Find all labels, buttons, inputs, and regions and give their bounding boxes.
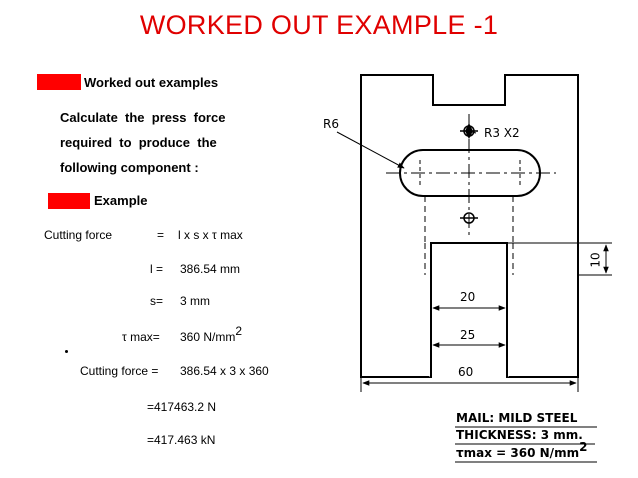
thickness-label: s= [150,294,164,308]
note-tau-exponent: 2 [579,440,588,454]
note-thickness: THICKNESS: 3 mm. [456,428,583,442]
cutting-force-label: Cutting force [44,228,113,242]
result-kilonewton: =417.463 kN [147,433,216,447]
heading-worked-out-examples: Worked out examples [84,75,219,90]
cutting-force-formula: l x s x τ max [178,228,243,242]
bottom-slot [431,243,507,377]
length-label: l = [150,262,164,276]
note-tau-max: τmax = 360 N/mm [456,446,580,460]
problem-line-1: Calculate the press force [60,110,226,125]
result-newton: =417463.2 N [147,400,217,414]
note-tau-max-wrap [456,440,588,460]
tau-max-value: 360 N/mm [180,330,236,344]
slide-title: WORKED OUT EXAMPLE -1 [139,10,499,40]
cutting-force-calc-label: Cutting force = [80,364,159,378]
label-dim-10: 10 [588,252,603,268]
tau-max-label: τ max= [122,330,160,344]
cutting-force-equals: = [157,228,165,242]
heading-example: Example [94,193,148,208]
leader-r6 [337,132,404,168]
label-dim-25: 25 [460,328,476,342]
label-r6: R6 [323,117,339,131]
label-dim-20: 20 [460,290,476,304]
problem-line-3: following component : [60,160,199,175]
thickness-value: 3 mm [180,294,210,308]
note-material: MAIL: MILD STEEL [456,411,578,425]
problem-line-2: required to produce the [60,135,217,150]
label-r3x2: R3 X2 [484,126,520,140]
label-dim-60: 60 [458,365,474,379]
tau-max-exponent: 2 [235,324,243,338]
length-value: 386.54 mm [180,262,241,276]
cutting-force-calc-value: 386.54 x 3 x 360 [180,364,269,378]
